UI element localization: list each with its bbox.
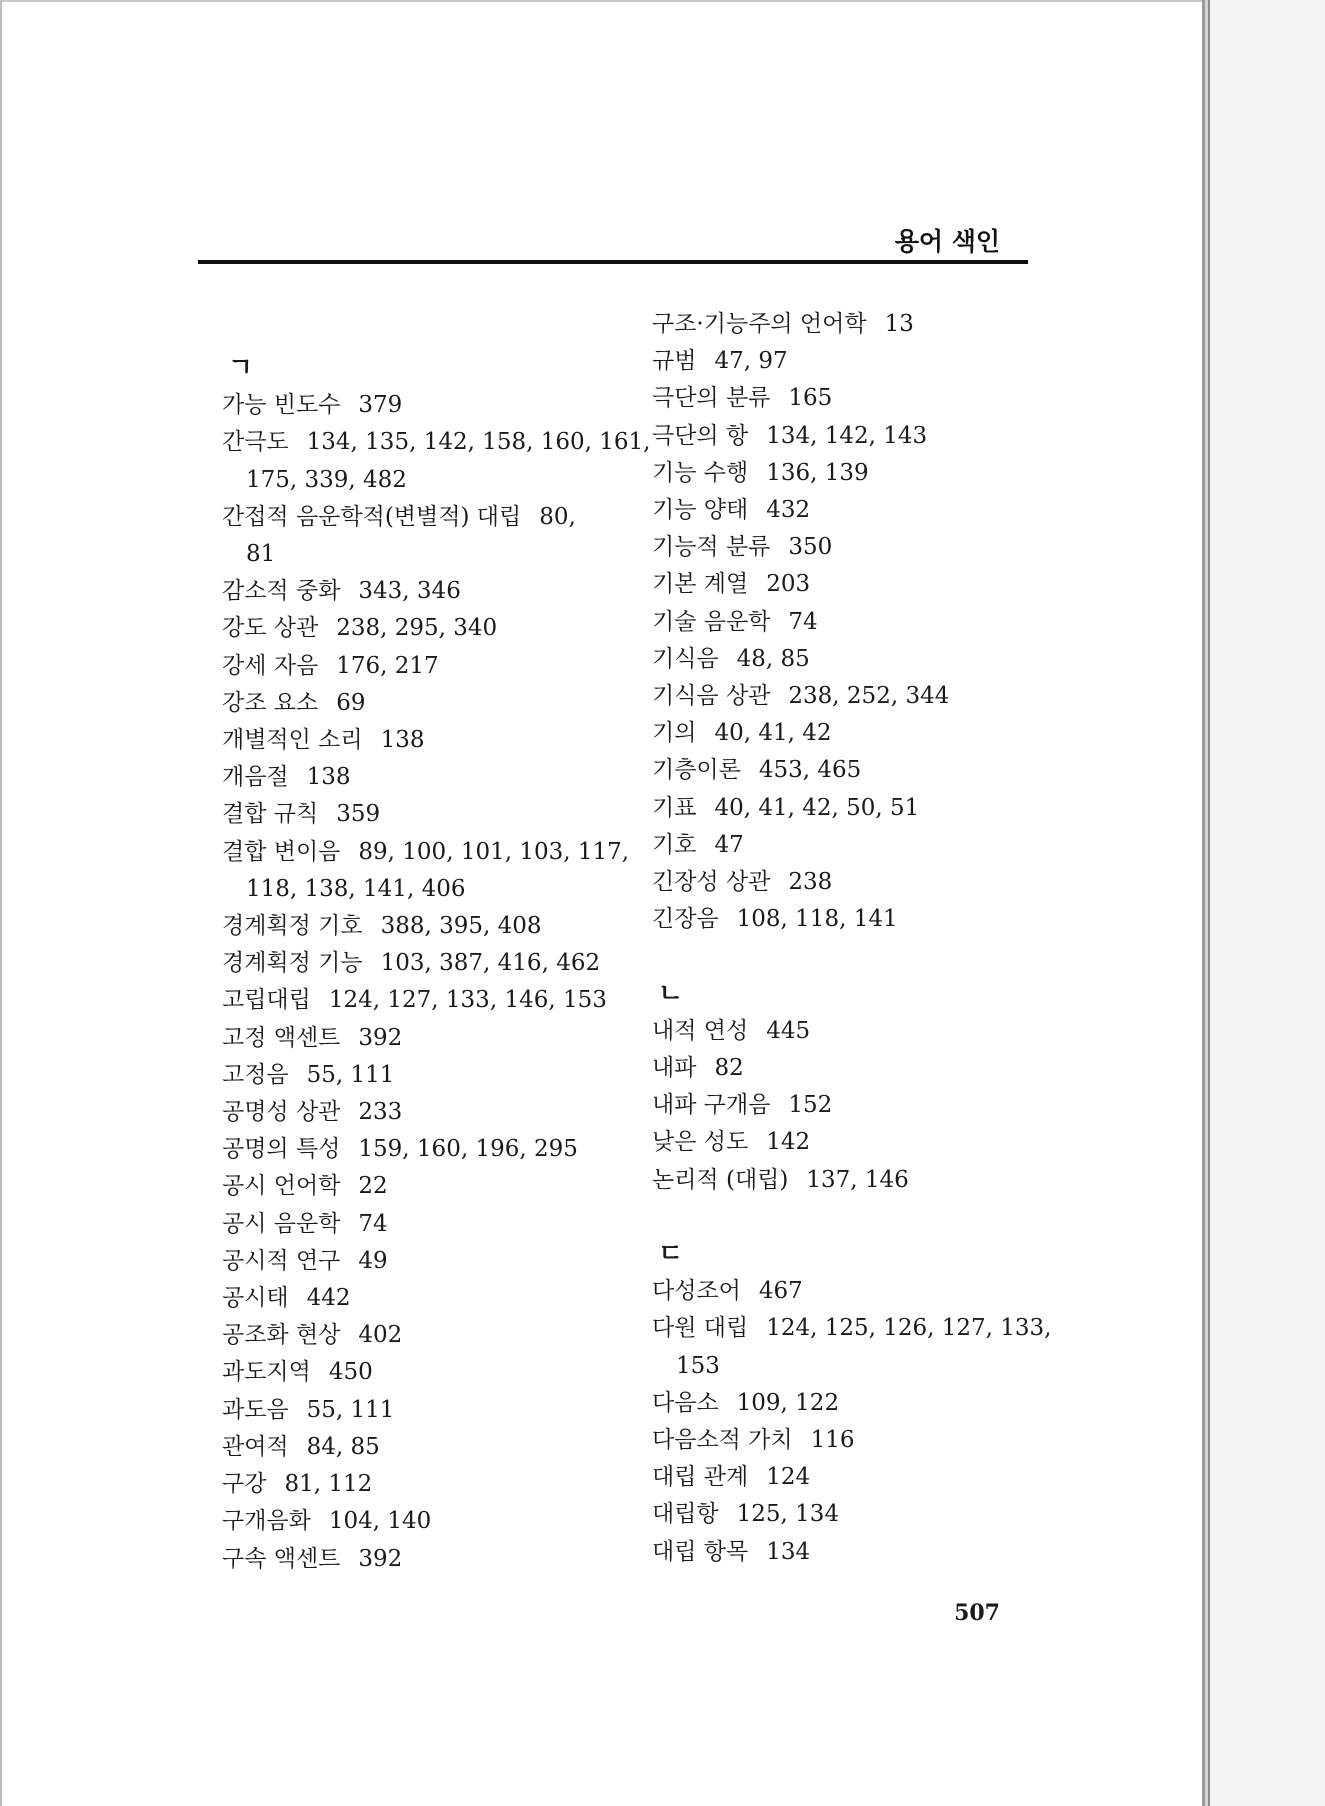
index-entry [222,1280,622,1317]
index-entry [652,752,1032,789]
index-term: 극단의 분류 [652,385,771,412]
index-entry [652,1422,1032,1459]
page-references: 392 [358,1024,403,1051]
running-header: 용어 색인 [894,227,1000,256]
page-references: 47 [714,831,744,858]
page-references: 109, 122 [736,1389,840,1416]
index-term: 기본 계열 [652,571,749,598]
index-entry [652,901,1032,938]
index-entries [652,1273,1052,1571]
index-term: 대립 관계 [652,1464,749,1491]
index-term: 기층이론 [652,757,741,784]
index-entry [652,1273,1032,1310]
index-term: 긴장성 상관 [652,869,771,896]
section-letter: ㄴ [658,978,684,1009]
index-term: 과도지역 [222,1359,311,1386]
index-entry [652,1385,1032,1422]
index-entry [652,715,1032,752]
page-references: 134, 135, 142, 158, 160, 161, [306,429,651,456]
page-references: 445 [766,1017,811,1044]
index-entry [222,1131,622,1168]
index-entry [652,1087,1032,1124]
index-term: 규범 [652,348,697,375]
index-entry [652,455,1032,492]
index-entry [222,982,622,1019]
index-entry [222,573,622,610]
index-term: 극단의 항 [652,422,749,449]
page-references: 13 [884,311,914,337]
page-references: 40, 41, 42, 50, 51 [714,794,920,821]
index-entry [222,759,622,796]
index-term: 다원 대립 [652,1315,749,1342]
page-references: 108, 118, 141 [736,906,898,933]
index-entry [652,790,1032,827]
index-entry [222,1206,622,1243]
page-references: 104, 140 [328,1508,432,1535]
page-references: 49 [358,1247,388,1274]
index-entry-continuation: 118, 138, 141, 406 [246,875,466,902]
page-references: 350 [788,534,833,561]
index-term: 기호 [652,831,697,858]
page-references: 359 [336,801,381,828]
page-references: 138 [380,727,425,754]
index-entries [652,306,1032,938]
page-references: 55, 111 [306,1061,395,1088]
index-term: 공명성 상관 [222,1099,341,1126]
index-entry [652,604,1032,641]
index-entry [222,424,651,461]
index-term: 가능 빈도수 [222,392,341,419]
index-term: 긴장음 [652,906,719,933]
index-term: 경계획정 기능 [222,950,363,977]
page-references: 134, 142, 143 [766,422,928,449]
index-term: 공시 언어학 [222,1173,341,1200]
index-term: 내적 연성 [652,1017,749,1044]
page-references: 238, 295, 340 [336,615,498,642]
page-references: 450 [328,1359,373,1386]
page-references: 379 [358,392,403,419]
page-references: 238 [788,869,833,896]
page-references: 74 [358,1210,388,1237]
viewer-background [1210,0,1325,1806]
index-term: 기능적 분류 [652,534,771,561]
index-term: 기표 [652,794,697,821]
index-entry [652,1459,1032,1496]
section-letter: ㄷ [658,1239,684,1270]
index-entry [652,1496,1032,1533]
index-entries [652,1013,1032,1199]
page-references: 116 [810,1427,855,1454]
index-term: 감소적 중화 [222,578,341,605]
page-references: 152 [788,1092,833,1119]
page-references: 124 [766,1464,811,1491]
index-term: 간극도 [222,429,289,456]
index-entry [652,1050,1032,1087]
index-term: 다음소적 가치 [652,1427,793,1454]
index-term: 강세 자음 [222,652,319,679]
page-references: 124, 125, 126, 127, 133, [766,1315,1052,1342]
page-references: 84, 85 [306,1433,380,1460]
index-entry [652,529,1032,566]
index-term: 공시적 연구 [222,1247,341,1274]
index-entry [652,380,1032,417]
index-term: 경계획정 기호 [222,913,363,940]
index-term: 고립대립 [222,987,311,1014]
index-entry [222,1317,622,1354]
index-entry [652,1124,1032,1161]
index-term: 구개음화 [222,1508,311,1535]
index-term: 기식음 상관 [652,683,771,710]
page-references: 453, 465 [758,757,862,784]
index-term: 간접적 음운학적(변별적) 대립 [222,503,522,530]
index-entry [222,796,622,833]
spacer [652,938,1032,975]
page-references: 125, 134 [736,1501,840,1528]
index-term: 강조 요소 [222,689,319,716]
page-references: 165 [788,385,833,412]
index-term: 과도음 [222,1396,289,1423]
index-entry [222,610,622,647]
index-entry [652,492,1032,529]
index-term: 공조화 현상 [222,1322,341,1349]
index-term: 내파 [652,1055,697,1082]
page-references: 82 [714,1055,744,1082]
page-references: 467 [758,1278,803,1305]
index-entry [652,566,1032,603]
page-references: 55, 111 [306,1396,395,1423]
index-entry [652,1534,1032,1571]
page-references: 47, 97 [714,348,788,375]
index-entry-continuation: 81 [246,541,276,568]
page-references: 89, 100, 101, 103, 117, [358,838,630,865]
page-references: 392 [358,1545,403,1572]
index-term: 관여적 [222,1433,289,1460]
index-term: 기술 음운학 [652,608,771,635]
index-term: 강도 상관 [222,615,319,642]
index-term: 구강 [222,1471,267,1498]
index-entry [222,1466,622,1503]
index-term: 결합 규칙 [222,801,319,828]
page-references: 22 [358,1173,388,1200]
index-term: 개별적인 소리 [222,727,363,754]
index-entry [222,908,622,945]
index-entry [222,1020,622,1057]
index-entry [222,722,622,759]
page-references: 80, [539,503,576,530]
index-entry [222,685,622,722]
page-references: 432 [766,497,811,524]
index-term: 결합 변이음 [222,838,341,865]
index-entry [222,1243,622,1280]
index-term: 대립 항목 [652,1538,749,1565]
index-entry [652,864,1032,901]
page-references: 48, 85 [736,645,810,672]
index-term: 공시태 [222,1285,289,1312]
index-term: 고정음 [222,1061,289,1088]
page-references: 137, 146 [806,1166,909,1193]
index-term: 낮은 성도 [652,1129,749,1156]
index-entry [652,343,1032,380]
page-references: 238, 252, 344 [788,683,950,710]
spacer [652,1199,1032,1236]
page-references: 442 [306,1285,351,1312]
page-references: 136, 139 [766,459,869,486]
page-references: 40, 41, 42 [714,720,832,747]
index-entry [652,641,1032,678]
index-entry [222,834,630,871]
page-references: 159, 160, 196, 295 [358,1136,578,1163]
index-entry [222,945,622,982]
index-entry [222,648,622,685]
index-entry [222,1354,622,1391]
page-references: 402 [358,1322,403,1349]
index-term: 대립항 [652,1501,719,1528]
index-entry [222,499,622,536]
page-references: 81, 112 [284,1471,373,1498]
page-references: 176, 217 [336,652,439,679]
index-entry [652,306,1032,343]
index-entry [222,1541,622,1578]
index-column-left [222,350,651,1578]
index-entry [652,827,1032,864]
page-references: 388, 395, 408 [380,913,542,940]
index-term: 개음절 [222,764,289,791]
index-column-right [652,306,1052,1571]
index-term: 구조·기능주의 언어학 [652,311,867,337]
index-entry-continuation: 175, 339, 482 [246,466,407,493]
page-references: 134 [766,1538,811,1565]
index-entry [652,678,1032,715]
index-entry [652,1162,1032,1199]
index-entry [652,1013,1032,1050]
index-term: 기식음 [652,645,719,672]
index-entry [222,1503,622,1540]
index-term: 공명의 특성 [222,1136,341,1163]
index-term: 고정 액센트 [222,1024,341,1051]
index-term: 구속 액센트 [222,1545,341,1572]
index-term: 다음소 [652,1389,719,1416]
index-entry [222,1392,622,1429]
index-entry [222,1429,622,1466]
index-term: 기능 양태 [652,497,749,524]
header-rule [198,260,1028,264]
page-references: 233 [358,1099,403,1126]
index-entry [222,1057,622,1094]
page-references: 124, 127, 133, 146, 153 [328,987,607,1014]
index-entry [652,1310,1052,1347]
index-term: 논리적 (대립) [652,1166,789,1193]
index-term: 기의 [652,720,697,747]
page-references: 203 [766,571,811,598]
page-references: 343, 346 [358,578,461,605]
section-letter: ㄱ [228,353,254,383]
index-entry [222,1094,622,1131]
page-references: 103, 387, 416, 462 [380,950,601,977]
index-entry [222,1168,622,1205]
page-references: 142 [766,1129,811,1156]
page-references: 74 [788,608,818,635]
index-term: 공시 음운학 [222,1210,341,1237]
index-term: 내파 구개음 [652,1092,771,1119]
index-entries [222,387,651,1578]
index-term: 다성조어 [652,1278,741,1305]
page-references: 138 [306,764,351,791]
page-number: 507 [954,1600,1000,1626]
index-entry [652,418,1032,455]
index-entry [222,387,622,424]
index-term: 기능 수행 [652,459,749,486]
index-entry-continuation: 153 [676,1352,720,1379]
page-references: 69 [336,689,366,716]
